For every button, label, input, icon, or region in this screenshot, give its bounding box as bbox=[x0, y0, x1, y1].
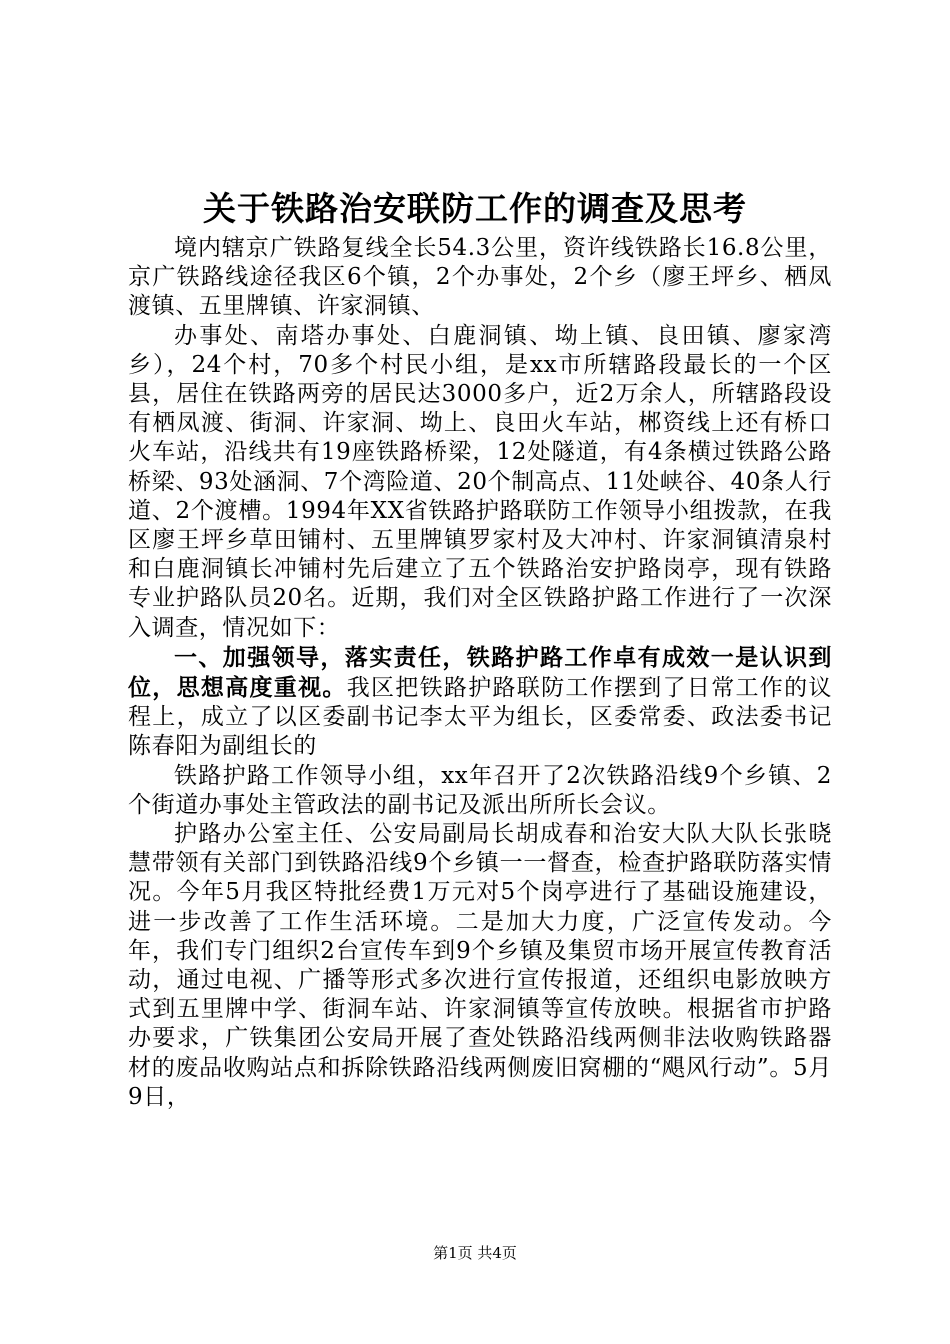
document-title: 关于铁路治安联防工作的调查及思考 bbox=[203, 189, 747, 228]
paragraph-3 bbox=[128, 643, 832, 762]
paragraph-4: 铁路护路工作领导小组，xx年召开了2次铁路沿线9个乡镇、2个街道办事处主管政法的副书记及派出所所长会议。 bbox=[128, 762, 832, 818]
paragraph-1: 境内辖京广铁路复线全长54.3公里，资许线铁路长16.8公里，京广铁路线途径我区6个镇，2个办事处，2个乡（廖王坪乡、栖凤渡镇、五里牌镇、许家洞镇、 bbox=[128, 235, 832, 320]
document-body bbox=[128, 234, 832, 1112]
paragraph-3-text: 我区把铁路护路联防工作摆到了日常工作的议程上，成立了以区委副书记李太平为组长，区委常委、政法委书记陈春阳为副组长的 bbox=[128, 675, 832, 760]
paragraph-5: 护路办公室主任、公安局副局长胡成春和治安大队大队长张晓慧带领有关部门到铁路沿线9个乡镇一一督查，检查护路联防落实情况。今年5月我区特批经费1万元对5个岗亭进行了基础设施建设，进一步改善了工作生活环境。二是加大力度，广泛宣传发动。今年，我们专门组织2台宣传车到9个乡镇及集贸市场开展宣传教育活动，通过电视、广播等形式多次进行宣传报道，还组织电影放映方式到五里牌中学、街洞车站、许家洞镇等宣传放映。根据省市护路办要求，广铁集团公安局开展了查处铁路沿线两侧非法收购铁路器材的废品收购站点和拆除铁路沿线两侧废旧窝棚的“飓风行动”。5月9日， bbox=[128, 821, 832, 1110]
page-number-footer: 第1页 共4页 bbox=[433, 1244, 517, 1262]
section-heading: 一、加强领导，落实责任，铁路护路工作卓有成效一是认识到位，思想高度重视。 bbox=[128, 643, 832, 702]
paragraph-2: 办事处、南塔办事处、白鹿洞镇、坳上镇、良田镇、廖家湾乡），24个村，70多个村民小组，是xx市所辖路段最长的一个区县，居住在铁路两旁的居民达3000多户，近2万余人，所辖路段设有栖凤渡、街洞、许家洞、坳上、良田火车站，郴资线上还有桥口火车站，沿线共有19座铁路桥梁，12处隧道，有4条横过铁路公路桥梁、93处涵洞、7个湾险道、20个制高点、11处峡谷、40条人行道、2个渡槽。1994年XX省铁路护路联防工作领导小组拨款，在我区廖王坪乡草田铺村、五里牌镇罗家村及大冲村、许家洞镇清泉村和白鹿洞镇长冲铺村先后建立了五个铁路治安护路岗亭，现有铁路专业护路队员20名。近期，我们对全区铁路护路工作进行了一次深入调查，情况如下： bbox=[128, 322, 832, 641]
